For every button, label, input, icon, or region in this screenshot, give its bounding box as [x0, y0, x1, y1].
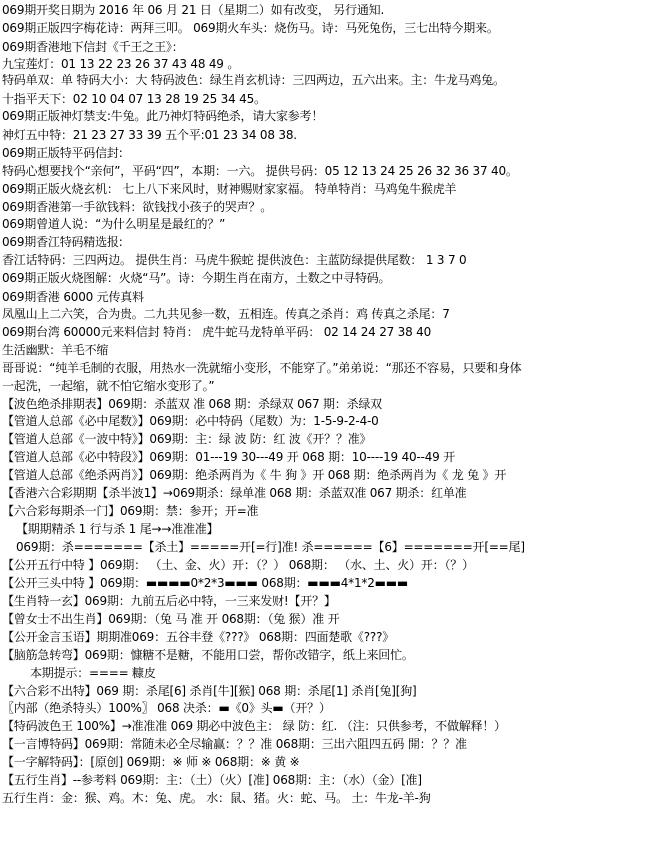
- text-line: 〖内部（绝杀特头）100%〗 068 决杀：▬《0》头▬（开？）: [2, 701, 331, 715]
- text-line: 本期提示：==== 糠皮: [30, 666, 156, 680]
- text-line: 【波色绝杀排期表】069期：杀蓝双 准 068 期：杀绿双 067 期：杀绿双: [2, 397, 382, 411]
- text-line: 【六合彩每期杀一门】069期：禁：参开；开=准: [2, 504, 259, 518]
- text-line: 哥哥说：“纯羊毛制的衣服，用热水一洗就缩小变形，不能穿了。”弟弟说：“那还不容易，只要和身体: [2, 361, 522, 375]
- text-line: 九宝莲灯：01 13 22 23 26 37 43 48 49 。: [2, 57, 240, 71]
- text-line: 香江话特码：三四两边。 提供生肖：马虎牛猴蛇 提供波色：主蓝防绿提供尾数： 1 3 7 0: [2, 253, 467, 267]
- text-line: 【管道人总部《必中尾数》】069期：必中特码（尾数）为：1-5-9-2-4-0: [2, 414, 379, 428]
- text-line: 069期台湾 60000元来料信封 特肖： 虎牛蛇马龙特单平码： 02 14 24 27 38 40: [2, 325, 432, 339]
- text-line: 069期正版神灯禁支:牛兔。此乃神灯特码绝杀，请大家参考！: [2, 109, 324, 123]
- text-line: 069期香江特码精选报:: [2, 235, 123, 249]
- text-line: 十指平天下：02 10 04 07 13 28 19 25 34 45。: [2, 92, 266, 106]
- text-line: 凤凰山上二六笑，合为贵。二九共见参一数，五相连。传真之杀肖：鸡 传真之杀尾：7: [2, 307, 450, 321]
- text-line: 069期曾道人说：“为什么明星是最红的？”: [2, 217, 226, 231]
- text-line: 【公开五行中特 】069期： （土、金、火）开：（？） 068期： （水、土、火）开：（？）: [2, 558, 474, 572]
- text-line: 【曾女士不出生肖】069期：（兔 马 准 开 068期：（兔 猴）准 开: [2, 612, 340, 626]
- text-line: 【脑筋急转弯】069期：慷糖不是糖，不能用口尝，帮你改错字，纸上来回忙。: [2, 648, 414, 662]
- text-line: 069期香港地下信封《千王之王》：: [2, 40, 184, 54]
- text-line: 特码心想要找个“亲何”，平码“四”，本期：一六。 提供号码：05 12 13 24 25 26 32 36 37 40。: [2, 164, 518, 178]
- text-line: 一起洗，一起缩，就不怕它缩水变形了。”: [2, 379, 215, 393]
- text-line: 【一字解特码】：[原创] 069期：※ 师 ※ 068期：※ 黄 ※: [2, 755, 300, 769]
- text-line: 【一言博特码】069期：常随未必全尽输赢：？？准 068期：三出六阻四五码 開：？？准: [2, 737, 467, 751]
- text-line: 【期期精杀 1 行与杀 1 尾→→准准准】: [16, 522, 219, 536]
- text-line: 【管道人总部《绝杀两肖》】069期：绝杀两肖为《 牛 狗 》开 068 期：绝杀两肖为《 龙 兔 》开: [2, 468, 507, 482]
- text-line: 069期香港 6000 元传真料: [2, 290, 144, 304]
- text-line: 【生肖特一玄】069期：九前五后必中特，一三来发财!【开？】: [2, 594, 336, 608]
- text-line: 【六合彩不出特】069 期：杀尾[6] 杀肖[牛][猴] 068 期：杀尾[1] 杀肖[兔][狗]: [2, 684, 417, 698]
- text-line: 【香港六合彩期期【杀半波1】→069期杀：绿单准 068 期：杀蓝双准 067 期杀：红单准: [2, 486, 467, 500]
- text-line: 【管道人总部《一波中特》】069期：主：绿 波 防：红 波《开？？准》: [2, 432, 372, 446]
- text-line: 【管道人总部《必中特段》】069期：01---19 30---49 开 068 期：10----19 40--49 开: [2, 450, 456, 464]
- text-line: 069期正版特平码信封:: [2, 146, 123, 160]
- text-line: 069期开奖日期为 2016 年 06 月 21 日（星期二）如有改变， 另行通知.: [2, 3, 385, 17]
- text-line: 069期正版四字梅花诗：两拜三叩。 069期火车头：烧伤马。诗：马死兔伤，三七出特今期来。: [2, 21, 499, 35]
- text-line: 【公开三头中特 】069期：▬▬▬▬0*2*3▬▬▬ 068期：▬▬▬4*1*2▬▬▬: [2, 576, 409, 590]
- text-line: 069期香港第一手欲钱料：欲钱找小孩子的哭声？。: [2, 200, 273, 214]
- text-line: 五行生肖：金：猴、鸡。木：兔、虎。 水：鼠、猪。火：蛇、马。 土：牛龙-羊-狗: [2, 791, 431, 805]
- text-line: 神灯五中特：21 23 27 33 39 五个平:01 23 34 08 38.: [2, 128, 297, 142]
- text-line: 【公开金言玉语】期期准069：五谷丰登《???》 068期：四面楚歌《???》: [2, 630, 395, 644]
- text-line: 生活幽默：羊毛不缩: [2, 343, 109, 357]
- text-line: 特码单双：单 特码大小：大 特码波色：绿生肖玄机诗：三四两边，五六出来。主：牛龙马鸡兔。: [2, 73, 505, 87]
- text-line: 【特码波色王 100%】→准准准 069 期必中波色主： 绿 防：红. （注：只供参考，不做解释！）: [2, 719, 506, 733]
- text-line: 069期正版火烧图解：火烧“马”。诗：今期生肖在南方，土数之中寻特码。: [2, 271, 391, 285]
- text-line: 【五行生肖】--参考料 069期：主：（土）（火）[准] 068期：主：（水）（金）[准]: [2, 773, 422, 787]
- text-line: 069期：杀=======【杀土】=====开[=行]准! 杀======【6】=======开[==尾]: [16, 540, 525, 554]
- text-line: 069期正版火烧玄机： 七上八下来风时，财神赐财家家福。 特单特肖：马鸡兔牛猴虎羊: [2, 182, 457, 196]
